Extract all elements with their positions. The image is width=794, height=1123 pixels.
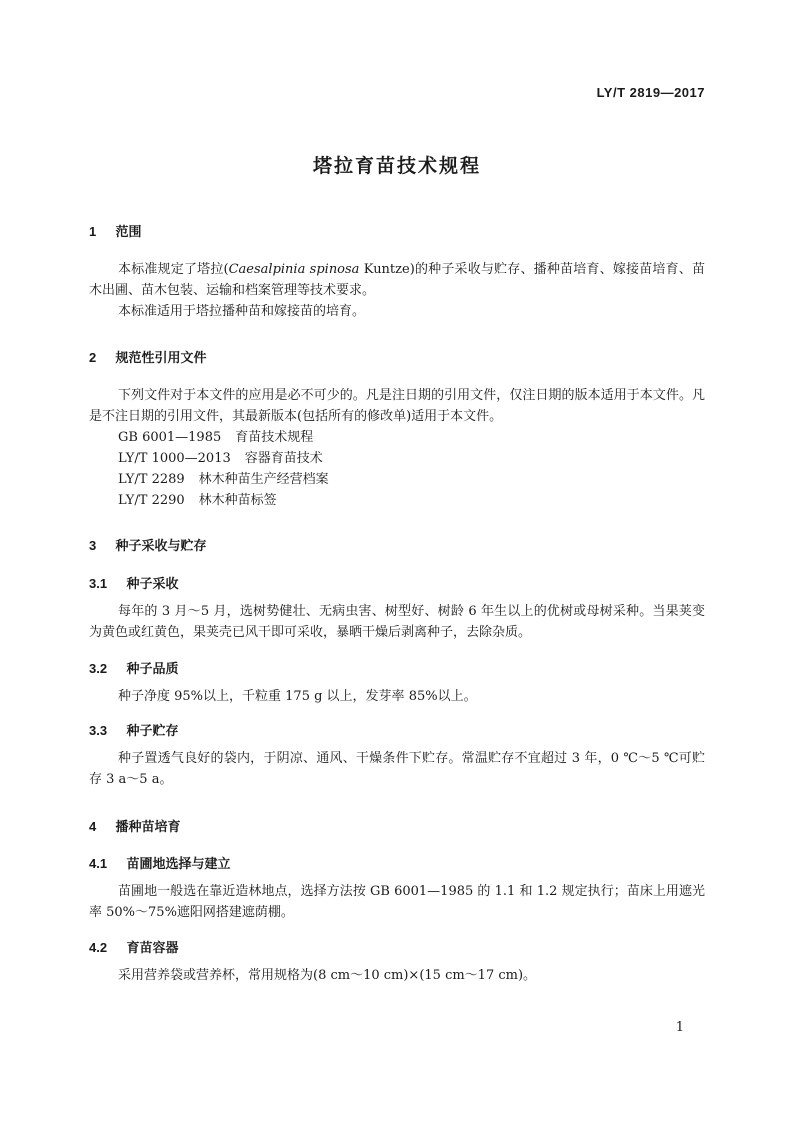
section-title: 范围 (115, 225, 142, 240)
reference-item (118, 427, 313, 448)
reference-title: 育苗技术规程 (235, 430, 314, 445)
subsection-3-1-paragraph: 每年的 3 月～5 月，选树势健壮、无病虫害、树型好、树龄 6 年生以上的优树或母树采种。当果荚变为黄色或红黄色，果荚壳已风干即可采收，暴晒干燥后剥离种子，去除杂质。 (89, 604, 705, 640)
section-number: 3 (89, 538, 97, 553)
subsection-4-2-paragraph: 采用营养袋或营养杯，常用规格为(8 cm～10 cm)×(15 cm～17 cm)。 (118, 968, 537, 983)
standard-code: LY/T 2819—2017 (596, 85, 705, 100)
text-part: Kuntze)的种子采收与贮存、播种苗培育、嫁接苗培育、苗木出圃、苗木包装、运输和档案管理等技术要求。 (89, 262, 705, 298)
subsection-3-2-heading (89, 658, 179, 677)
subsection-4-2-heading (89, 937, 179, 956)
section-title: 种子贮存 (126, 724, 179, 739)
section-2-heading (89, 347, 207, 366)
subsection-4-1-heading (89, 853, 231, 872)
section-1-paragraph-2: 本标准适用于塔拉播种苗和嫁接苗的培育。 (118, 304, 366, 319)
section-number: 3.2 (89, 661, 108, 676)
section-number: 4.2 (89, 940, 108, 955)
section-number: 4 (89, 819, 97, 834)
section-number: 1 (89, 224, 97, 239)
section-4-heading (89, 816, 181, 835)
section-number: 3.1 (89, 576, 108, 591)
section-number: 3.3 (89, 723, 108, 738)
reference-title: 林木种苗标签 (198, 493, 277, 508)
reference-code: LY/T 2290 (118, 493, 185, 508)
subsection-3-1-heading (89, 573, 179, 592)
reference-title: 林木种苗生产经营档案 (198, 472, 329, 487)
reference-code: LY/T 1000—2013 (118, 451, 231, 466)
reference-item (118, 469, 329, 490)
subsection-3-2-paragraph: 种子净度 95%以上，千粒重 175 g 以上，发芽率 85%以上。 (118, 689, 477, 704)
section-title: 苗圃地选择与建立 (126, 857, 231, 872)
document-title: 塔拉育苗技术规程 (312, 155, 481, 177)
section-title: 育苗容器 (126, 941, 179, 956)
section-title: 种子品质 (126, 662, 179, 677)
reference-item (118, 448, 323, 469)
subsection-4-1-paragraph: 苗圃地一般选在靠近造林地点，选择方法按 GB 6001—1985 的 1.1 和 1.2 规定执行；苗床上用遮光率 50%～75%遮阳网搭建遮荫棚。 (89, 884, 705, 920)
text-part: 本标准规定了塔拉( (118, 262, 229, 277)
subsection-3-3-paragraph: 种子置透气良好的袋内，于阴凉、通风、干燥条件下贮存。常温贮存不宜超过 3 年，0 ℃～5 ℃可贮存 3 a～5 a。 (89, 751, 705, 787)
section-title: 种子采收与贮存 (115, 539, 207, 554)
section-1-heading (89, 221, 142, 240)
reference-item (118, 490, 277, 511)
reference-code: GB 6001—1985 (118, 430, 222, 445)
reference-title: 容器育苗技术 (244, 451, 323, 466)
page-number: 1 (675, 1020, 684, 1035)
section-number: 4.1 (89, 856, 108, 871)
section-title: 种子采收 (126, 577, 179, 592)
section-3-heading (89, 535, 207, 554)
reference-code: LY/T 2289 (118, 472, 185, 487)
section-number: 2 (89, 350, 97, 365)
latin-name: Caesalpinia spinosa (228, 262, 360, 277)
section-title: 播种苗培育 (115, 820, 181, 835)
subsection-3-3-heading (89, 720, 179, 739)
section-2-paragraph-1: 下列文件对于本文件的应用是必不可少的。凡是注日期的引用文件，仅注日期的版本适用于本文件。凡是不注日期的引用文件，其最新版本(包括所有的修改单)适用于本文件。 (89, 388, 705, 424)
section-title: 规范性引用文件 (115, 351, 207, 366)
section-1-paragraph-1 (89, 259, 705, 301)
